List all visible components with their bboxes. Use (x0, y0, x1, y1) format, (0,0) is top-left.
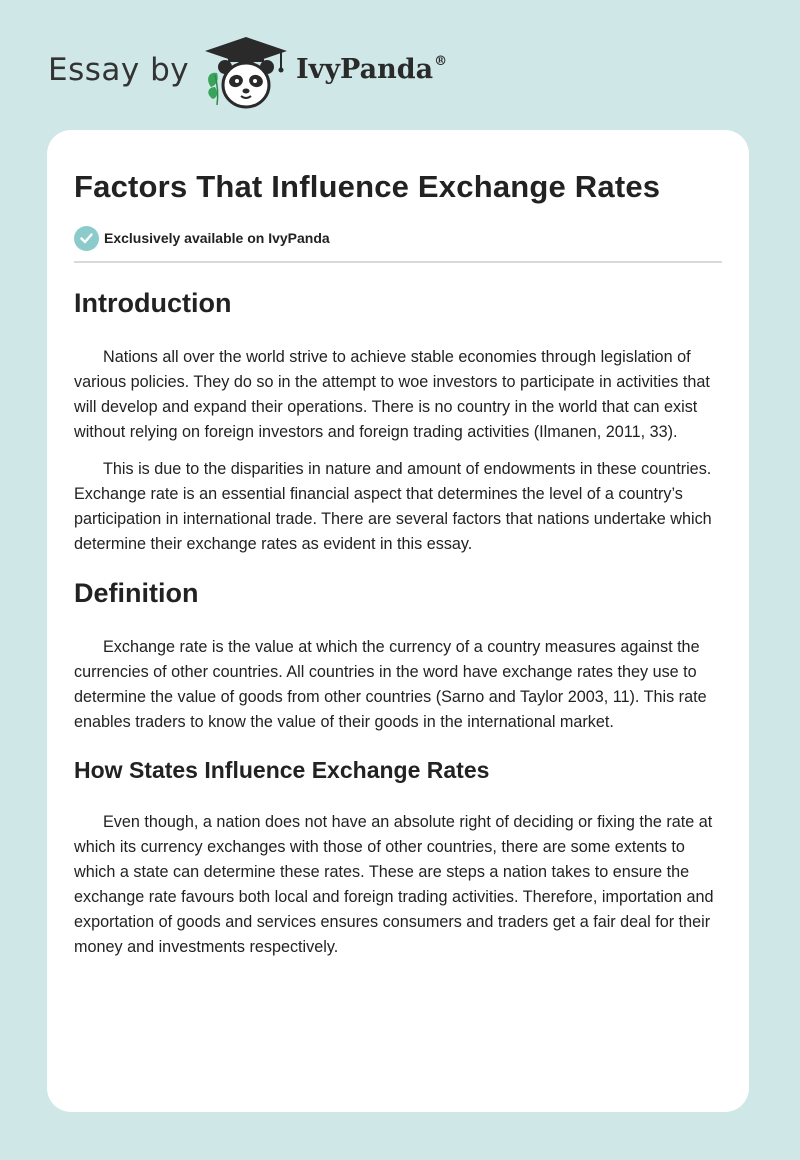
section-heading: Definition (74, 577, 199, 608)
paragraph: Even though, a nation does not have an absolute right of deciding or fixing the rate at which its currency exchanges with those of other countries, there are some extents to which a state can determine these rates. These are steps a nation takes to ensure the exchange rate favours both local and foreign trading activities. Therefore, importation and exportation of goods and services ensures consumers and traders get a fair deal for their money and investments respectively. (74, 812, 714, 956)
brand-name[interactable]: IvyPanda® (296, 54, 448, 85)
divider (74, 261, 722, 263)
site-header (48, 30, 508, 110)
paragraph: Nations all over the world strive to achieve stable economies through legislation of various policies. They do so in the attempt to woe investors to participate in activities that will develop and expand their operations. There is no country in the world that can exist without relying on foreign investors and foreign trading activities (Ilmanen, 2011, 33). (74, 347, 710, 441)
section-subheading: How States Influence Exchange Rates (74, 756, 490, 783)
paragraph: This is due to the disparities in nature and amount of endowments in these countries. Exchange rate is an essential financial aspect that determines the level of a country’s participation in international trade. There are several factors that nations undertake which determine their exchange rates as evident in this essay. (74, 459, 712, 553)
section-heading: Introduction (74, 288, 232, 319)
essay-card (47, 130, 749, 1112)
section-introduction (74, 287, 722, 556)
essay-by-label: Essay by (48, 52, 190, 88)
panda-graduate-icon[interactable] (203, 35, 289, 111)
exclusive-badge (74, 225, 722, 251)
section-how-states-influence (74, 757, 722, 960)
check-icon (74, 226, 99, 251)
paragraph: Exchange rate is the value at which the currency of a country measures against the currencies of other countries. All countries in the word have exchange rates they use to determine the value of goods from other countries (Sarno and Taylor 2003, 11). This rate enables traders to know the value of their goods in the international market. (74, 637, 707, 731)
section-definition (74, 577, 722, 735)
trademark-symbol: ® (434, 54, 448, 69)
exclusive-label: Exclusively available on IvyPanda (104, 230, 330, 247)
essay-title: Factors That Influence Exchange Rates (74, 169, 661, 204)
